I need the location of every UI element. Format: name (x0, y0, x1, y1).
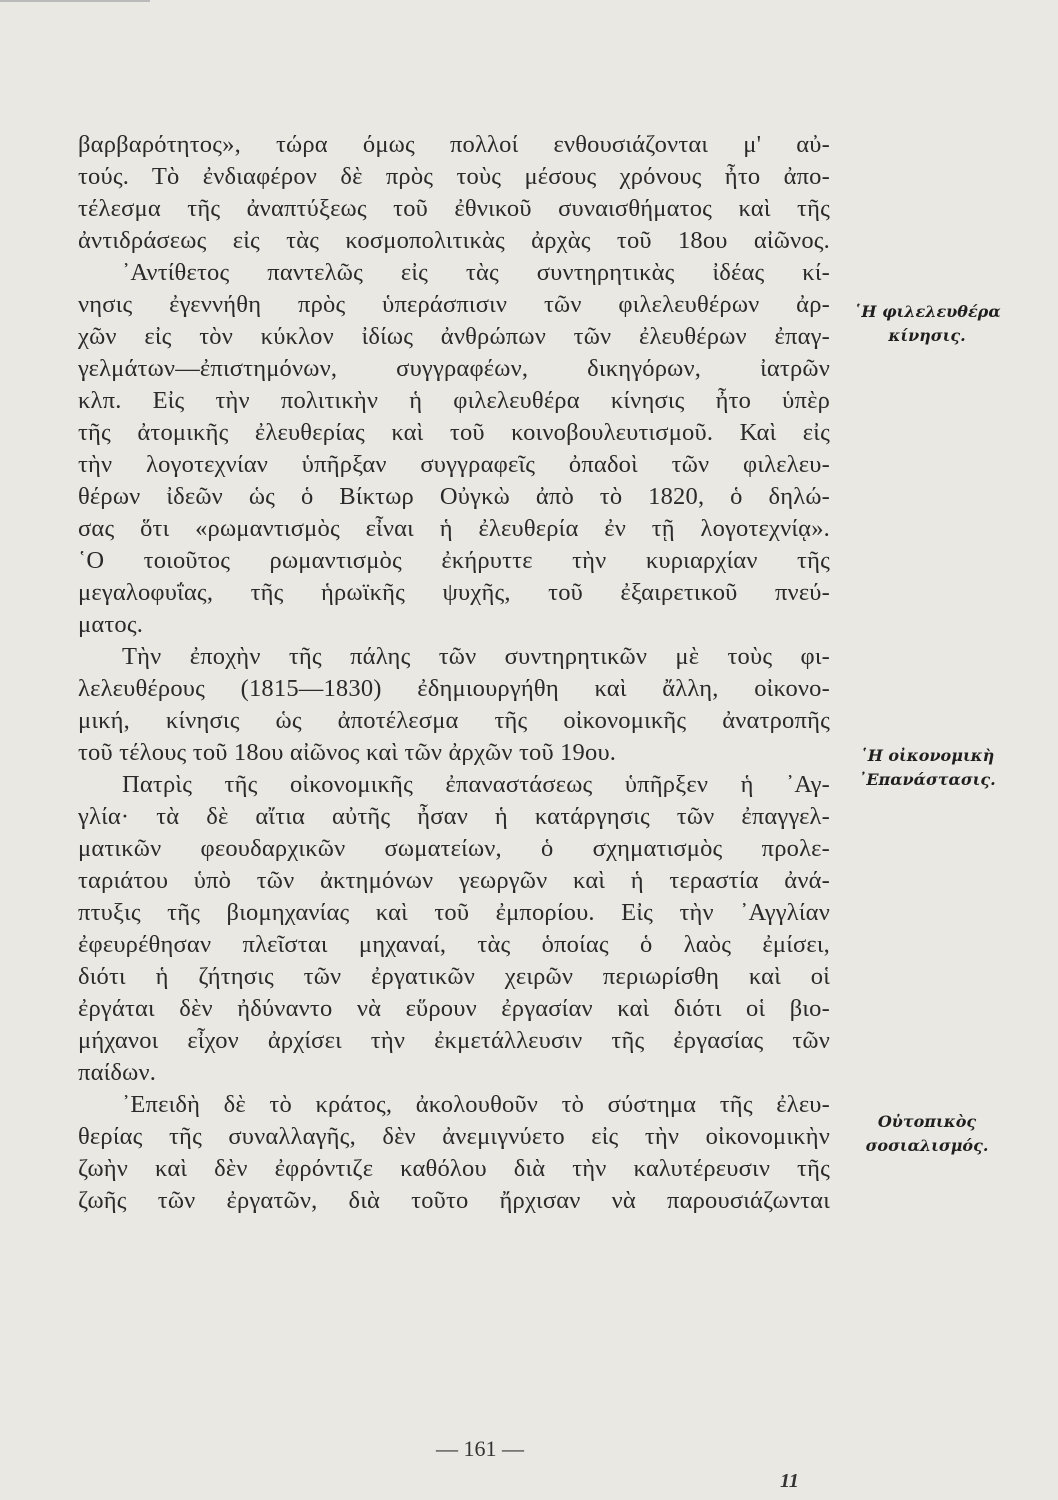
text-line: κλπ. Εἰς τὴν πολιτικὴν ἡ φιλελευθέρα κίνησις ἦτο ὑπὲρ (78, 387, 830, 414)
text-line: ἀντιδράσεως εἰς τὰς κοσμοπολιτικὰς ἀρχὰς τοῦ 18ου αἰῶνος. (78, 227, 830, 254)
text-line: θέρων ἰδεῶν ὡς ὁ Βίκτωρ Οὐγκὼ ἀπὸ τὸ 1820, ὁ δηλώ- (78, 483, 830, 510)
text-line: Τὴν ἐποχὴν τῆς πάλης τῶν συντηρητικῶν μὲ τοὺς φι- (122, 643, 830, 670)
text-line: ματικῶν φεουδαρχικῶν σωματείων, ὁ σχηματισμὸς προλε- (78, 835, 830, 862)
text-line: ᾿Αντίθετος παντελῶς εἰς τὰς συντηρητικὰς ἰδέας κί- (122, 259, 830, 286)
text-line: ταριάτου ὑπὸ τῶν ἀκτημόνων γεωργῶν καὶ ἡ τεραστία ἀνά- (78, 867, 830, 894)
text-line: τούς. Τὸ ἐνδιαφέρον δὲ πρὸς τοὺς μέσους χρόνους ἦτο ἀπο- (78, 163, 830, 190)
text-line: μήχανοι εἶχον ἀρχίσει τὴν ἐκμετάλλευσιν τῆς ἐργασίας τῶν (78, 1027, 830, 1054)
text-line: σας ὅτι «ρωμαντισμὸς εἶναι ἡ ἐλευθερία ἐν τῇ λογοτεχνίᾳ». (78, 515, 830, 542)
text-line: ἐργάται δὲν ἠδύναντο νὰ εὕρουν ἐργασίαν καὶ διότι οἱ βιο- (78, 995, 830, 1022)
text-line: λελευθέρους (1815—1830) ἐδημιουργήθη καὶ ἄλλη, οἰκονο- (78, 675, 830, 702)
text-line: ματος. (78, 611, 144, 638)
text-line: ζωὴν καὶ δὲν ἐφρόντιζε καθόλου διὰ τὴν καλυτέρευσιν τῆς (78, 1155, 830, 1182)
text-line: τοῦ τέλους τοῦ 18ου αἰῶνος καὶ τῶν ἀρχῶν τοῦ 19ου. (78, 739, 617, 766)
text-line: τὴν λογοτεχνίαν ὑπῆρξαν συγγραφεῖς ὀπαδοὶ τῶν φιλελευ- (78, 451, 830, 478)
text-line: μεγαλοφυΐας, τῆς ἡρωϊκῆς ψυχῆς, τοῦ ἐξαιρετικοῦ πνεύ- (78, 579, 830, 606)
text-line: θερίας τῆς συναλλαγῆς, δὲν ἀνεμιγνύετο εἰς τὴν οἰκονομικὴν (78, 1123, 830, 1150)
text-line: χῶν εἰς τὸν κύκλον ἰδίως ἀνθρώπων τῶν ἐλευθέρων ἐπαγ- (78, 323, 830, 350)
text-line: νησις ἐγεννήθη πρὸς ὑπεράσπισιν τῶν φιλελευθέρων ἀρ- (78, 291, 830, 318)
text-line: τέλεσμα τῆς ἀναπτύξεως τοῦ ἐθνικοῦ συναισθήματος καὶ τῆς (78, 195, 830, 222)
text-line: τῆς ἀτομικῆς ἐλευθερίας καὶ τοῦ κοινοβουλευτισμοῦ. Καὶ εἰς (78, 419, 830, 446)
text-line: πτυξις τῆς βιομηχανίας καὶ τοῦ ἐμπορίου. Εἰς τὴν ᾿Αγγλίαν (78, 899, 830, 926)
text-line: παίδων. (78, 1059, 157, 1086)
top-edge-mark (0, 0, 150, 2)
text-line: γελμάτων—ἐπιστημόνων, συγγραφέων, δικηγόρων, ἰατρῶν (78, 355, 830, 382)
margin-note-utopian-socialism: Οὐτοπικὸς σοσιαλισμός. (865, 1112, 989, 1155)
text-line: διότι ἡ ζήτησις τῶν ἐργατικῶν χειρῶν περιωρίσθη καὶ οἱ (78, 963, 830, 990)
page-number: — 161 — (436, 1436, 524, 1461)
text-line: ᾿Επειδὴ δὲ τὸ κράτος, ἀκολουθοῦν τὸ σύστημα τῆς ἐλευ- (122, 1091, 830, 1118)
text-line: γλία· τὰ δὲ αἴτια αὐτῆς ἦσαν ἡ κατάργησις τῶν ἐπαγγελ- (78, 803, 830, 830)
text-line: μική, κίνησις ὡς ἀποτέλεσμα τῆς οἰκονομικῆς ἀνατροπῆς (78, 707, 830, 734)
text-line: ῾Ο τοιοῦτος ρωμαντισμὸς ἐκήρυττε τὴν κυριαρχίαν τῆς (78, 547, 830, 574)
text-line: βαρβαρότητος», τώρα όμως πολλοί ενθουσιάζονται μ' αὐ- (78, 131, 830, 158)
printer-signature-mark: 11 (780, 1470, 799, 1492)
text-line: ἐφευρέθησαν πλεῖσται μηχαναί, τὰς ὁποίας ὁ λαὸς ἐμίσει, (78, 931, 830, 958)
text-line: ζωῆς τῶν ἐργατῶν, διὰ τοῦτο ἤρχισαν νὰ παρουσιάζωνται (78, 1187, 830, 1214)
text-line: Πατρὶς τῆς οἰκονομικῆς ἐπαναστάσεως ὑπῆρξεν ἡ ᾿Αγ- (122, 771, 830, 798)
margin-note-liberal-movement: ῾Η φιλελευθέρα κίνησις. (853, 302, 1001, 345)
margin-note-economic-revolution: ῾Η οἰκονομικὴ ᾿Επανάστασις. (858, 746, 996, 789)
